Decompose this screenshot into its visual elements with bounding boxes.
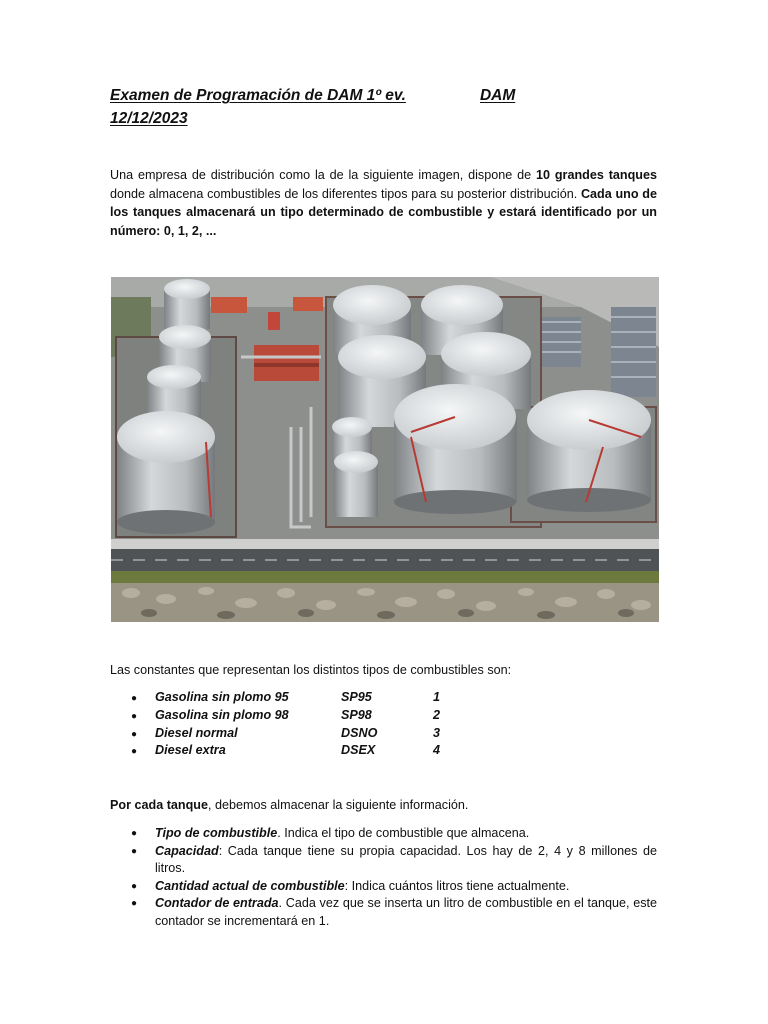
tank-info-intro: Por cada tanque, debemos almacenar la siguiente información.: [110, 798, 469, 812]
exam-title: Examen de Programación de DAM 1º ev. DAM: [110, 87, 516, 104]
list-item: ● Gasolina sin plomo 98 SP98 2: [110, 708, 440, 726]
exam-date: 12/12/2023: [110, 110, 188, 127]
list-item: ● Tipo de combustible. Indica el tipo de combustible que almacena.: [110, 825, 657, 843]
list-item: ● Diesel normal DSNO 3: [110, 726, 440, 744]
list-item: ● Capacidad: Cada tanque tiene su propia capacidad. Los hay de 2, 4 y 8 millones de litros.: [110, 843, 657, 878]
course-label: DAM: [479, 87, 516, 104]
list-item: ● Diesel extra DSEX 4: [110, 743, 440, 761]
tank-farm-photo: [111, 277, 659, 622]
list-item: ● Contador de entrada. Cada vez que se inserta un litro de combustible en el tanque, este contador se incrementará en 1.: [110, 895, 657, 930]
tank-fields-list: [110, 825, 657, 930]
list-item: ● Cantidad actual de combustible: Indica cuántos litros tiene actualmente.: [110, 878, 657, 896]
intro-paragraph: Una empresa de distribución como la de la siguiente imagen, dispone de 10 grandes tanques donde almacena combustibles de los diferentes tipos para su posterior distribución. Cada uno de los tanques almacenará un tipo determinado de combustible y estará identificado por un número: 0, 1, 2, ...: [110, 168, 657, 238]
fuel-constants-list: [110, 690, 440, 761]
constants-intro: Las constantes que representan los distintos tipos de combustibles son:: [110, 663, 512, 677]
list-item: ● Gasolina sin plomo 95 SP95 1: [110, 690, 440, 708]
